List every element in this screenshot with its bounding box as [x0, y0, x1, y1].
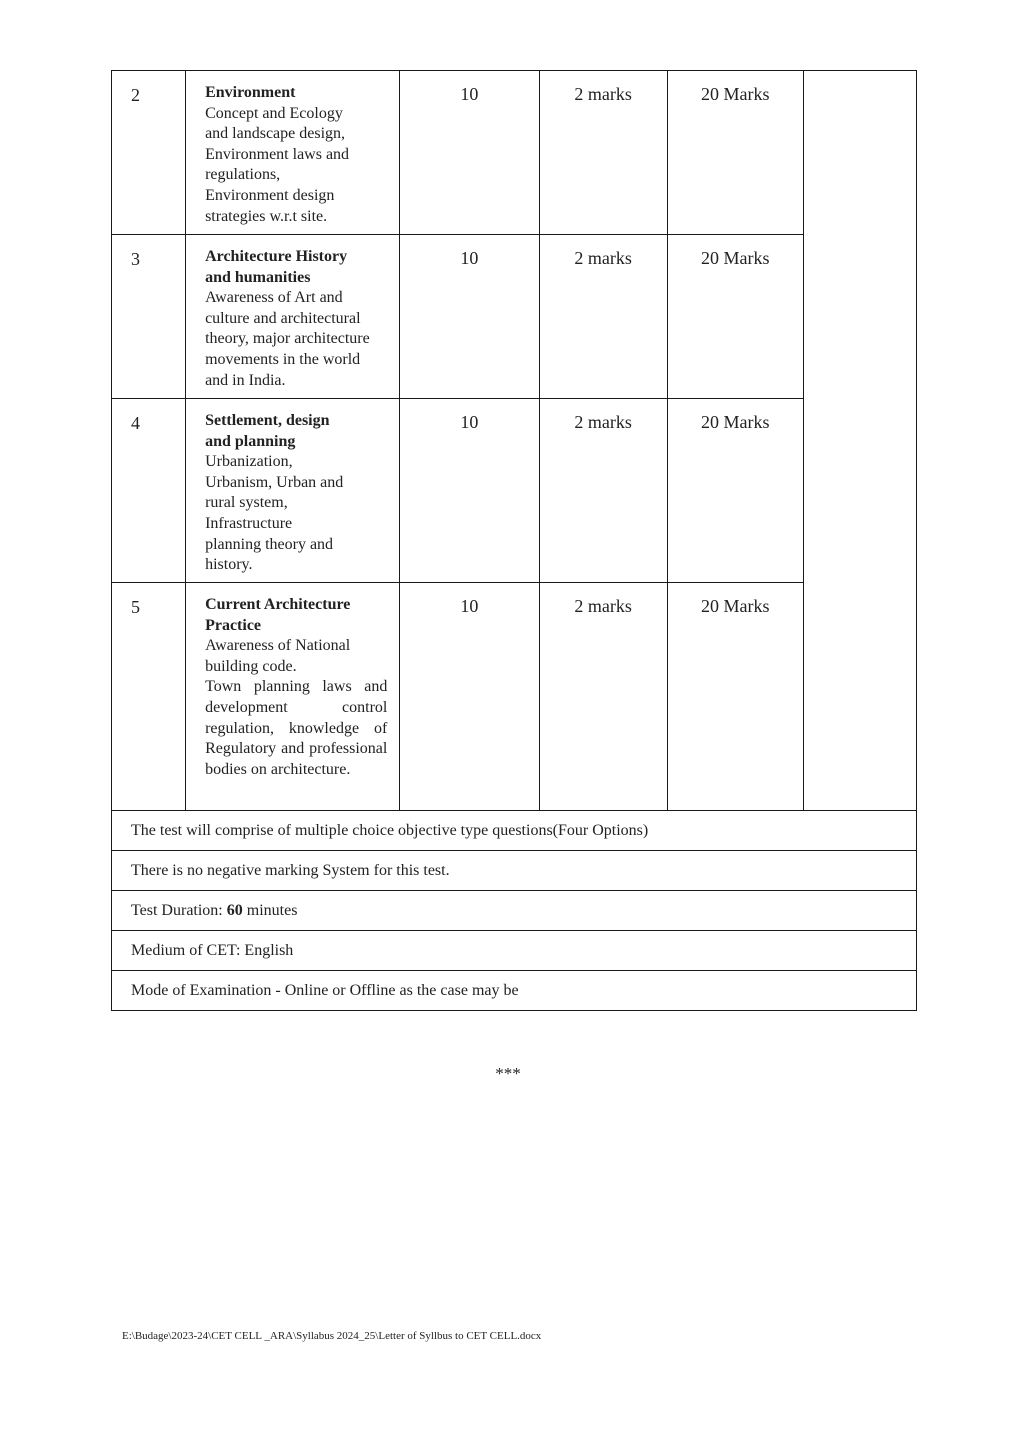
topic-cell: [186, 583, 400, 811]
question-count: 10: [400, 71, 539, 235]
duration-unit: minutes: [242, 902, 298, 919]
row-number: 3: [112, 235, 186, 399]
table-row: [112, 71, 917, 235]
note-row-mode: [112, 971, 917, 1011]
table-row: [112, 235, 917, 399]
topic-description: Awareness of Art and culture and architectural theory, major architecture movements in the world and in India.: [205, 289, 370, 389]
topic-description: Concept and Ecology and landscape design, Environment laws and regulations, Environment design strategies w.r.t site.: [205, 104, 350, 225]
note-row-duration: [112, 891, 917, 931]
topic-cell: [186, 399, 400, 583]
blank-column: [803, 71, 916, 811]
note-row-negative: [112, 851, 917, 891]
row-number: 4: [112, 399, 186, 583]
marks-per-question: 2 marks: [539, 235, 667, 399]
note-format: The test will comprise of multiple choice objective type questions(Four Options): [112, 811, 917, 851]
marks-per-question: 2 marks: [539, 399, 667, 583]
footer-file-path: E:\Budage\2023-24\CET CELL _ARA\Syllabus 2024_25\Letter of Syllbus to CET CELL.docx: [122, 1330, 542, 1342]
duration-value: 60: [226, 902, 243, 919]
topic-title: Current Architecture Practice: [205, 596, 351, 634]
note-negative-marking: There is no negative marking System for this test.: [112, 851, 917, 891]
topic-title: Environment: [205, 84, 296, 101]
note-medium: Medium of CET: English: [112, 931, 917, 971]
question-count: 10: [400, 583, 539, 811]
topic-cell: [186, 235, 400, 399]
row-number: 5: [112, 583, 186, 811]
table-row: [112, 583, 917, 811]
total-marks: 20 Marks: [667, 583, 803, 811]
syllabus-table: [111, 70, 917, 1011]
note-duration: [112, 891, 917, 931]
topic-description: Urbanization, Urbanism, Urban and rural system, Infrastructure planning theory and history.: [205, 453, 344, 574]
topic-title: Architecture History and humanities: [205, 248, 348, 286]
note-row-format: [112, 811, 917, 851]
topic-description: Awareness of National building code.: [205, 637, 351, 675]
note-mode: Mode of Examination - Online or Offline as the case may be: [112, 971, 917, 1011]
question-count: 10: [400, 399, 539, 583]
marks-per-question: 2 marks: [539, 583, 667, 811]
topic-description-justified: Town planning laws and development control regulation, knowledge of Regulatory and professional bodies on architecture.: [205, 678, 388, 778]
row-number: 2: [112, 71, 186, 235]
marks-per-question: 2 marks: [539, 71, 667, 235]
separator-stars: ***: [495, 1064, 521, 1083]
total-marks: 20 Marks: [667, 71, 803, 235]
total-marks: 20 Marks: [667, 235, 803, 399]
total-marks: 20 Marks: [667, 399, 803, 583]
table-row: [112, 399, 917, 583]
note-row-medium: [112, 931, 917, 971]
duration-label: Test Duration:: [131, 902, 227, 919]
topic-title: Settlement, design and planning: [205, 412, 330, 450]
question-count: 10: [400, 235, 539, 399]
topic-cell: [186, 71, 400, 235]
